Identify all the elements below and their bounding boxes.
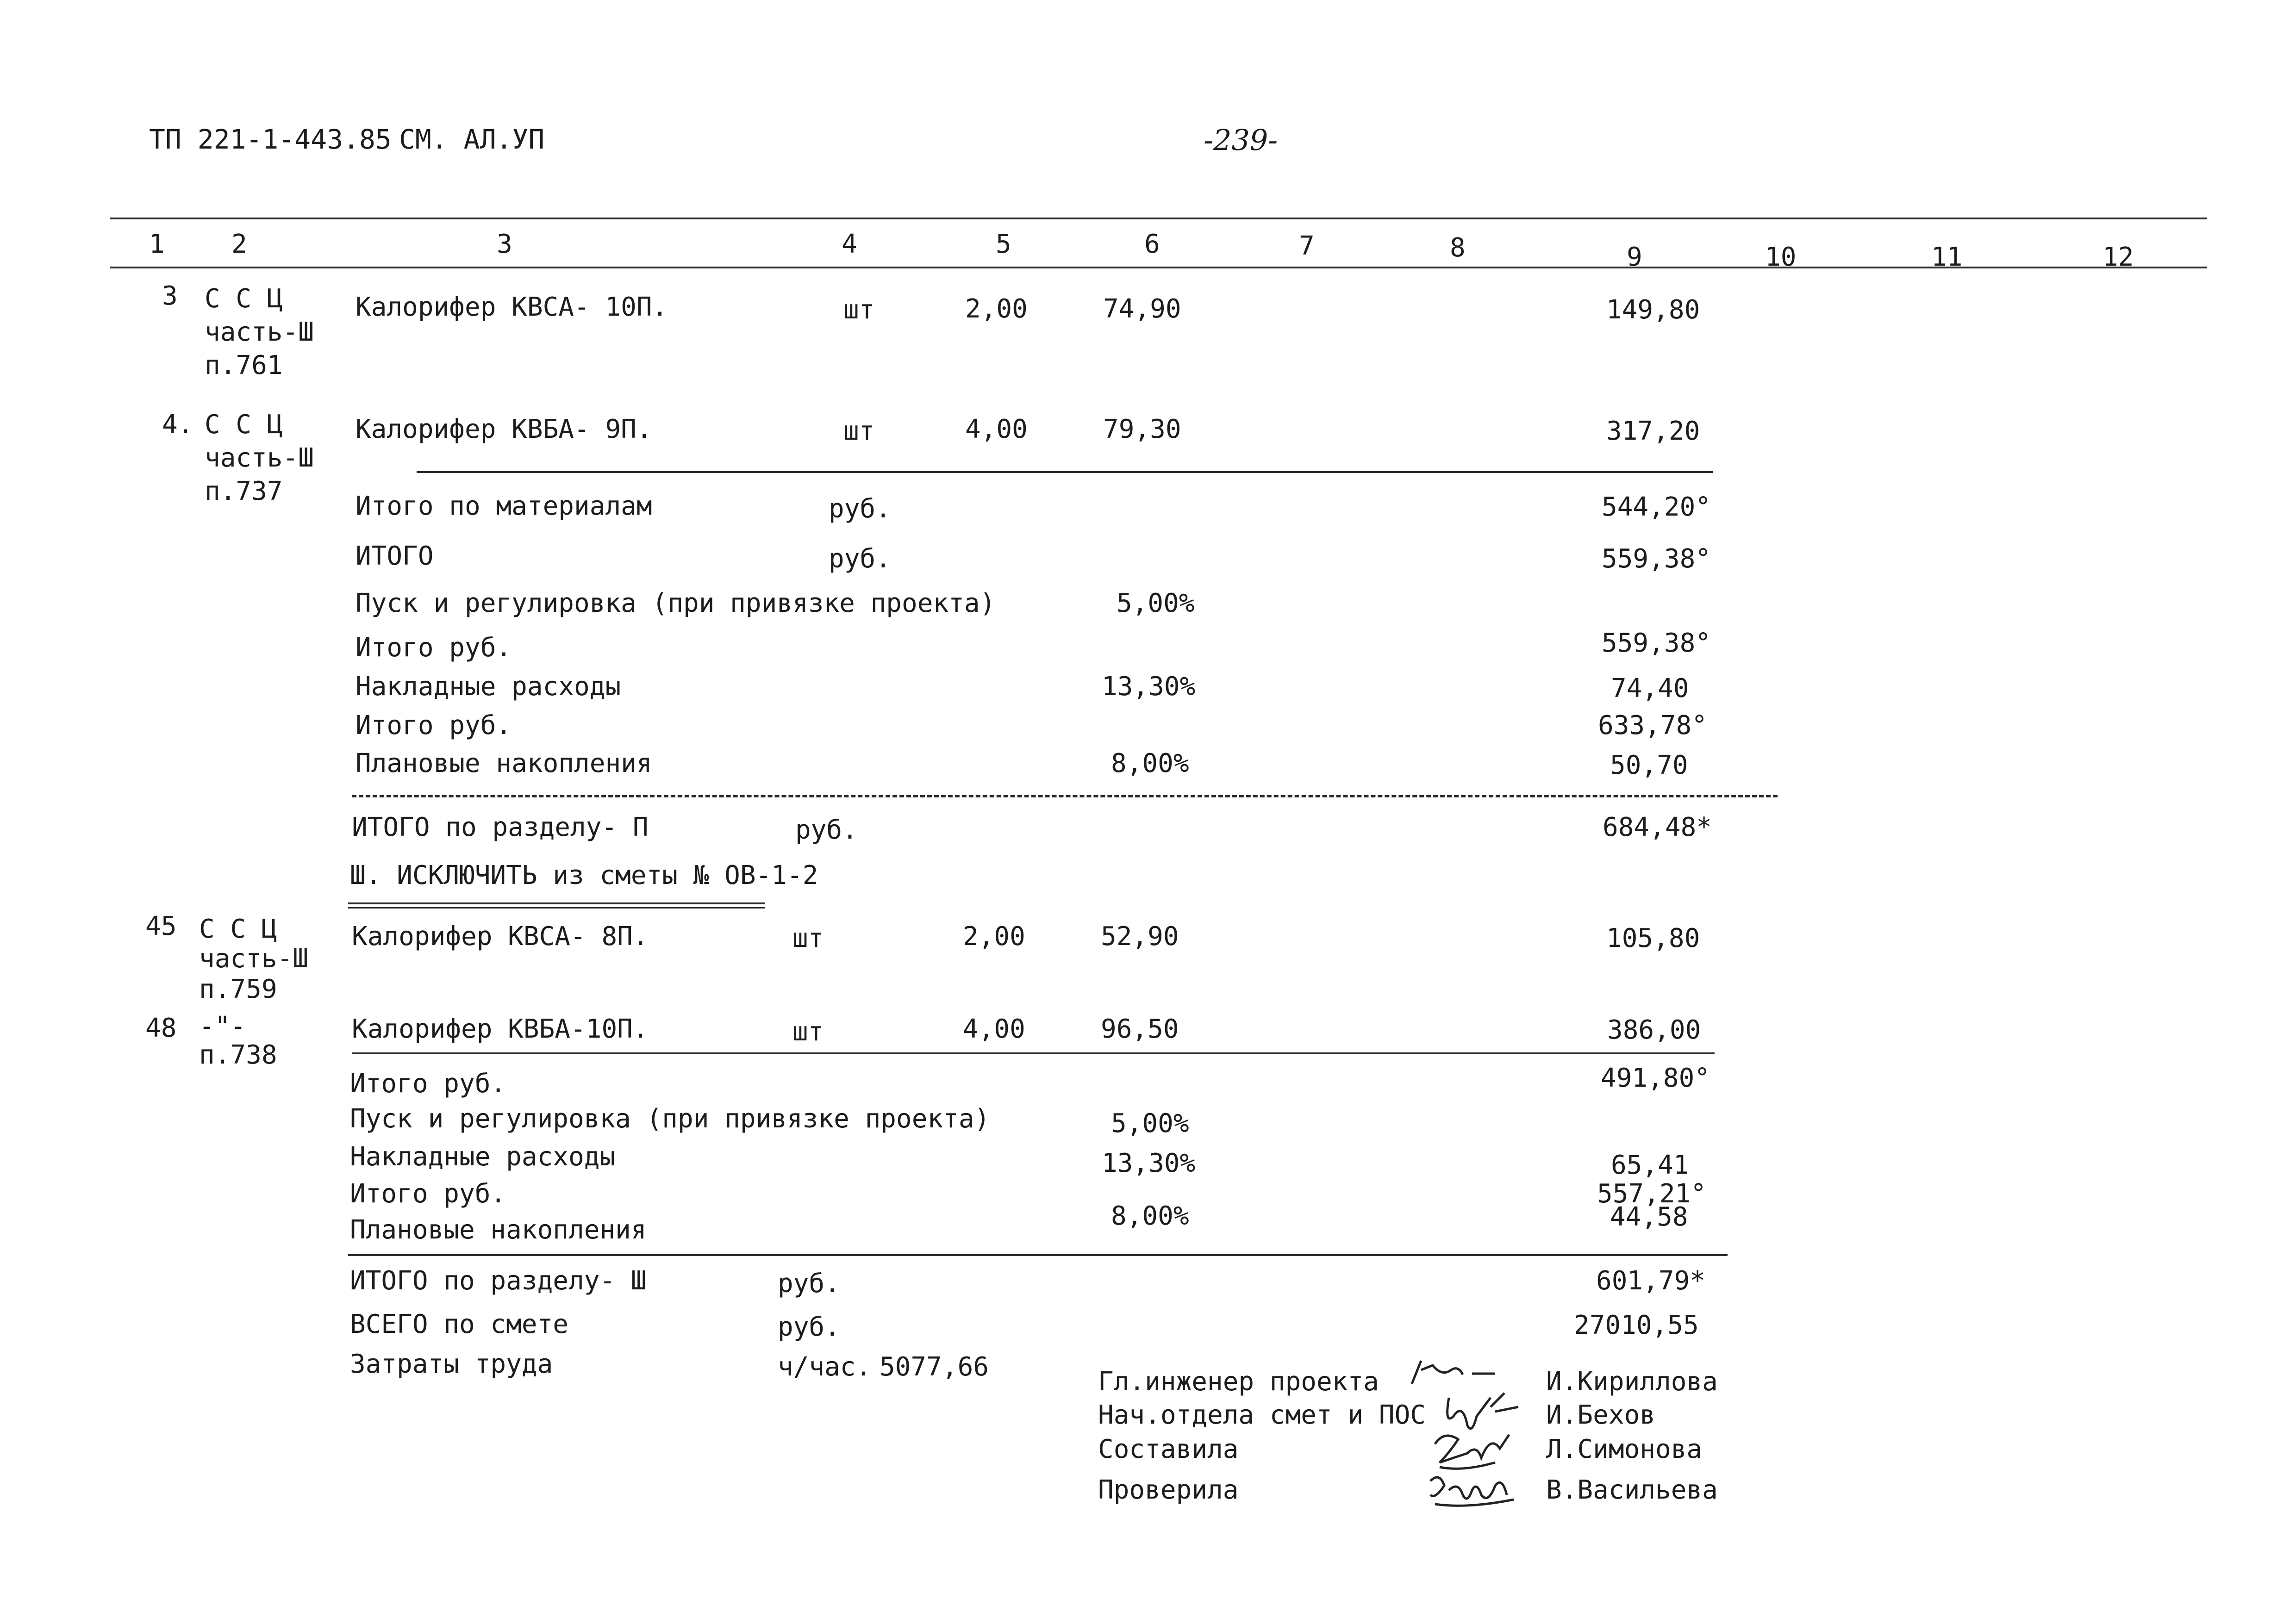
col-5-header: 5 (996, 229, 1011, 259)
row-number: 3 (162, 281, 178, 311)
signature-role: Составила (1098, 1434, 1239, 1464)
section-3-title-underline (348, 902, 765, 904)
item-total: 149,80 (1606, 295, 1700, 325)
summary-label: Накладные расходы (356, 672, 621, 702)
reference-line: С С Ц (199, 914, 277, 944)
summary-label: ИТОГО (356, 541, 434, 571)
item-qty: 4,00 (965, 414, 1028, 444)
signature-role: Нач.отдела смет и ПОС (1098, 1400, 1426, 1430)
reference-line: п.761 (205, 350, 283, 380)
summary-unit: руб. (829, 494, 891, 524)
row-number: 4. (162, 410, 193, 440)
col-1-header: 1 (149, 229, 165, 259)
reference-line: п.738 (199, 1040, 277, 1070)
item-name: Калорифер КВБА-10П. (352, 1014, 649, 1044)
item-total: 386,00 (1607, 1015, 1701, 1045)
labor-value: 5077,66 (880, 1352, 989, 1382)
item-unit: шт (792, 923, 824, 953)
row-number: 48 (145, 1013, 177, 1043)
subtotal-rule (417, 471, 1713, 473)
page-number: -239- (1204, 123, 1278, 157)
item-total: 317,20 (1606, 416, 1700, 446)
summary-pct: 5,00% (1117, 588, 1195, 618)
summary-label: Пуск и регулировка (при привязке проекта) (356, 588, 996, 618)
reference-line: п.737 (205, 476, 283, 506)
summary-total: 44,58 (1610, 1202, 1688, 1232)
section-3-total-value: 601,79* (1596, 1266, 1706, 1296)
summary-total: 74,40 (1611, 673, 1689, 703)
summary-pct: 13,30% (1102, 1148, 1196, 1178)
col-8-header: 8 (1450, 233, 1466, 263)
item-price: 74,90 (1103, 294, 1181, 324)
summary-label: Итого руб. (356, 710, 512, 740)
header-bottom-rule (110, 267, 2207, 268)
summary-label: Итого руб. (350, 1069, 506, 1099)
reference-line: -"- (199, 1011, 246, 1041)
summary-label: Накладные расходы (350, 1142, 616, 1172)
section-3-title: Ш. ИСКЛЮЧИТЬ из сметы № ОВ-1-2 (350, 860, 818, 890)
reference-line: часть-Ш (205, 317, 314, 347)
item-unit: шт (843, 416, 875, 446)
labor-unit: ч/час. (778, 1352, 872, 1382)
summary-pct: 5,00% (1111, 1108, 1189, 1139)
signature-role: Проверила (1098, 1475, 1239, 1505)
signature-mark-checker (1421, 1467, 1523, 1513)
item-name: Калорифер КВБА- 9П. (356, 414, 652, 444)
section-2-rule (352, 795, 1778, 797)
item-qty: 4,00 (963, 1014, 1025, 1044)
summary-total: 491,80° (1601, 1063, 1710, 1093)
section-3-title-underline-2 (348, 907, 765, 908)
summary-total: 557,21° (1597, 1179, 1707, 1209)
reference-line: часть-Ш (205, 443, 314, 473)
col-6-header: 6 (1144, 229, 1160, 259)
item-qty: 2,00 (965, 294, 1028, 324)
album-ref: СМ. АЛ.УП (399, 124, 545, 155)
item-qty: 2,00 (963, 921, 1025, 952)
row-number: 45 (145, 911, 177, 941)
summary-total: 544,20° (1602, 492, 1711, 522)
summary-label: Плановые накопления (356, 748, 652, 778)
labor-label: Затраты труда (350, 1349, 553, 1379)
col-9-header: 9 (1627, 242, 1642, 272)
summary-label: Итого руб. (350, 1179, 506, 1209)
item-unit: шт (843, 295, 875, 325)
summary-total: 559,38° (1602, 628, 1711, 658)
col-12-header: 12 (2103, 242, 2134, 272)
summary-total: 633,78° (1598, 710, 1708, 740)
summary-label: Пуск и регулировка (при привязке проекта) (350, 1104, 990, 1134)
summary-pct: 8,00% (1111, 748, 1189, 778)
section-3-total-unit: руб. (778, 1269, 840, 1299)
col-10-header: 10 (1765, 242, 1797, 272)
subtotal-rule-2 (352, 1052, 1715, 1054)
section-3-rule (348, 1254, 1728, 1256)
reference-line: С С Ц (205, 410, 283, 440)
col-7-header: 7 (1299, 231, 1315, 261)
signature-name: В.Васильева (1546, 1475, 1718, 1505)
item-name: Калорифер КВСА- 8П. (352, 921, 649, 952)
summary-pct: 8,00% (1111, 1201, 1189, 1231)
summary-unit: руб. (829, 544, 891, 574)
reference-line: часть-Ш (199, 944, 309, 974)
reference-line: п.759 (199, 974, 277, 1004)
signature-name: И.Кириллова (1546, 1367, 1718, 1397)
signature-name: И.Бехов (1546, 1400, 1656, 1430)
section-2-total-unit: руб. (795, 815, 858, 845)
summary-label: Плановые накопления (350, 1215, 647, 1245)
section-2-total-label: ИТОГО по разделу- П (352, 812, 649, 842)
summary-pct: 13,30% (1102, 672, 1196, 702)
item-price: 79,30 (1103, 414, 1181, 444)
document-code: ТП 221-1-443.85 (149, 124, 392, 155)
reference-line: С С Ц (205, 284, 283, 314)
summary-total: 50,70 (1610, 750, 1688, 780)
grand-total-unit: руб. (778, 1312, 840, 1342)
item-name: Калорифер КВСА- 10П. (356, 292, 668, 322)
col-2-header: 2 (231, 229, 247, 259)
section-3-total-label: ИТОГО по разделу- Ш (350, 1266, 647, 1296)
signature-name: Л.Симонова (1546, 1434, 1703, 1464)
item-price: 96,50 (1101, 1014, 1179, 1044)
signature-mark-chief-engineer (1407, 1356, 1500, 1393)
summary-total: 65,41 (1611, 1150, 1689, 1180)
section-2-total-value: 684,48* (1603, 812, 1712, 842)
summary-label: Итого руб. (356, 633, 512, 663)
col-11-header: 11 (1931, 242, 1963, 272)
summary-label: Итого по материалам (356, 491, 652, 521)
item-total: 105,80 (1606, 923, 1700, 953)
grand-total-label: ВСЕГО по смете (350, 1309, 569, 1339)
col-4-header: 4 (842, 229, 857, 259)
item-unit: шт (792, 1017, 824, 1047)
grand-total-value: 27010,55 (1574, 1310, 1699, 1340)
summary-total: 559,38° (1602, 544, 1711, 574)
col-3-header: 3 (497, 229, 512, 259)
item-price: 52,90 (1101, 921, 1179, 952)
signature-role: Гл.инженер проекта (1098, 1367, 1379, 1397)
table-top-rule (110, 218, 2207, 219)
